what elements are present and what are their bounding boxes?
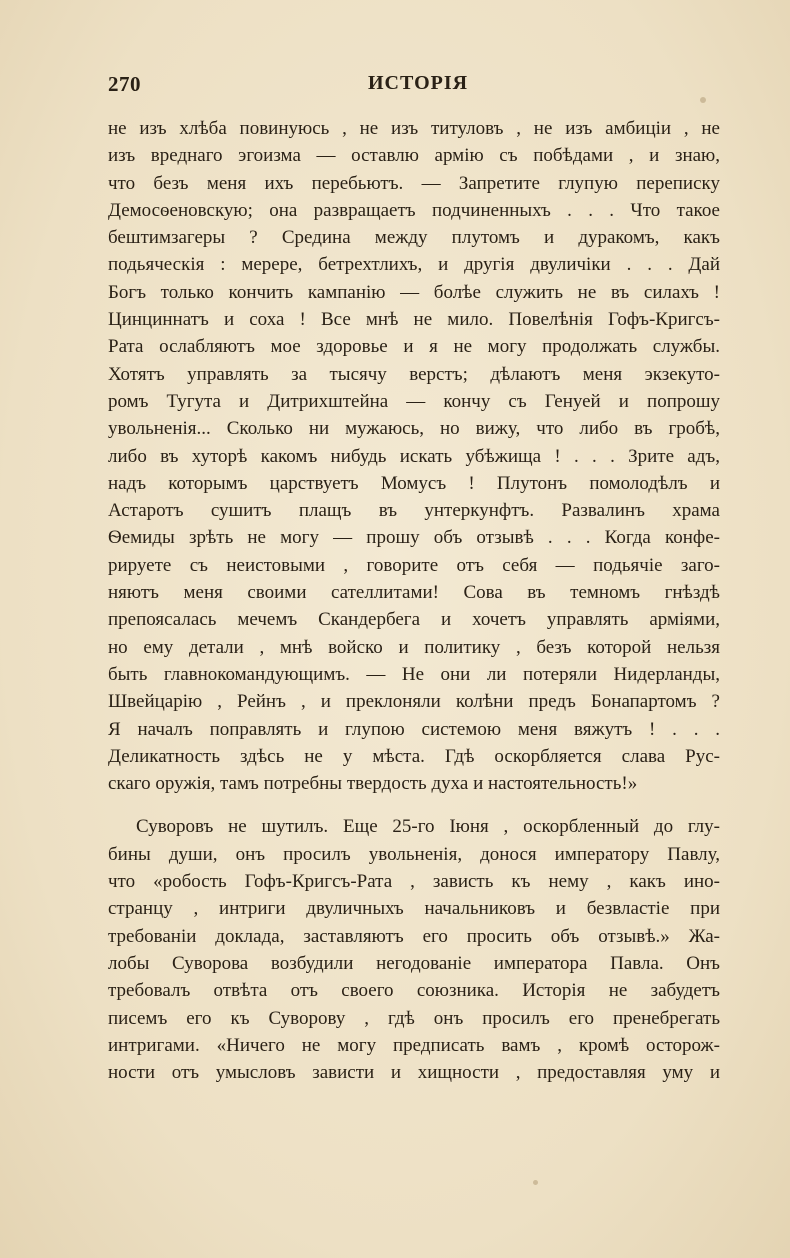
paper-speck bbox=[700, 97, 706, 103]
body-text bbox=[108, 115, 720, 1086]
text-line: что безъ меня ихъ перебьютъ. — Запретите глупую переписку bbox=[108, 172, 720, 194]
text-line: ности отъ умысловъ зависти и хищности , предоставляя уму и bbox=[108, 1062, 720, 1084]
text-line: подьяческія : мерере, бетрехтлихъ, и другія двуличіки . . . Дай bbox=[108, 254, 720, 276]
text-line: Швейцарію , Рейнъ , и преклоняли колѣни предъ Бонапартомъ ? bbox=[108, 691, 720, 713]
page-header bbox=[108, 72, 720, 102]
text-line: не изъ хлѣба повинуюсь , не изъ титуловъ , не изъ амбиціи , не bbox=[108, 118, 720, 139]
text-line: бины души, онъ просилъ увольненія, донося императору Павлу, bbox=[108, 843, 720, 865]
text-line: Богъ только кончить кампанію — болѣе служить не въ силахъ ! bbox=[108, 281, 720, 303]
text-line: странцу , интриги двуличныхъ начальниковъ и безвластіе при bbox=[108, 898, 720, 920]
text-line: но ему детали , мнѣ войско и политику , безъ которой нельзя bbox=[108, 636, 720, 658]
text-line: Демосѳеновскую; она развращаетъ подчиненныхъ . . . Что такое bbox=[108, 199, 720, 221]
text-line: интригами. «Ничего не могу предписать вамъ , кромѣ осторож- bbox=[108, 1034, 720, 1056]
text-line: Ѳемиды зрѣть не могу — прошу объ отзывѣ . . . Когда конфе- bbox=[108, 527, 720, 549]
text-line: что «робость Гофъ-Кригсъ-Рата , зависть къ нему , какъ ино- bbox=[108, 871, 720, 893]
text-line: Хотятъ управлять за тысячу верстъ; дѣлаютъ меня экзекуто- bbox=[108, 363, 720, 385]
text-line: препоясалась мечемъ Скандербега и хочетъ управлять арміями, bbox=[108, 609, 720, 631]
text-line: Я началъ поправлять и глупою системою меня вяжутъ ! . . . bbox=[108, 718, 720, 740]
text-line: няютъ меня своими сателлитами! Сова въ темномъ гнѣздѣ bbox=[108, 582, 720, 604]
paragraph-quote bbox=[108, 115, 720, 797]
text-line: писемъ его къ Суворову , гдѣ онъ просилъ его пренебрегать bbox=[108, 1007, 720, 1029]
text-line: изъ вреднаго эгоизма — оставлю армію съ побѣдами , и знаю, bbox=[108, 145, 720, 167]
paper-speck bbox=[533, 1180, 538, 1185]
text-line: Рата ослабляютъ мое здоровье и я не могу продолжать службы. bbox=[108, 336, 720, 358]
text-line: увольненія... Сколько ни мужаюсь, но вижу, что либо въ гробѣ, bbox=[108, 418, 720, 440]
text-line: скаго оружія, тамъ потребны твердость духа и настоятельность!» bbox=[108, 773, 638, 795]
text-line: требовалъ отвѣта отъ своего союзника. Исторія не забудетъ bbox=[108, 980, 720, 1002]
text-line: рируете съ неистовыми , говорите отъ себя — подьячіе заго- bbox=[108, 554, 720, 576]
text-line: Астаротъ сушитъ плащъ въ унтеркунфтъ. Развалинъ храма bbox=[108, 500, 720, 522]
text-line: быть главнокомандующимъ. — Не они ли потеряли Нидерланды, bbox=[108, 663, 720, 685]
paragraph-narrative bbox=[108, 813, 720, 1086]
text-line: либо въ хуторѣ какомъ нибудь искать убѣжища ! . . . Зрите адъ, bbox=[108, 445, 720, 467]
text-line: требованіи доклада, заставляютъ его просить объ отзывѣ.» Жа- bbox=[108, 925, 720, 947]
text-line: лобы Суворова возбудили негодованіе императора Павла. Онъ bbox=[108, 952, 720, 974]
text-line: надъ которымъ царствуетъ Момусъ ! Плутонъ помолодѣлъ и bbox=[108, 472, 720, 494]
text-line: ромъ Тугута и Дитрихштейна — кончу съ Генуей и попрошу bbox=[108, 390, 720, 412]
text-line: Цинциннатъ и соха ! Все мнѣ не мило. Повелѣнія Гофъ-Кригсъ- bbox=[108, 309, 720, 331]
text-line: Суворовъ не шутилъ. Еще 25-го Іюня , оскорбленный до глу- bbox=[136, 816, 720, 838]
page-number: 270 bbox=[108, 72, 141, 96]
text-line: бештимзагеры ? Средина между плутомъ и дуракомъ, какъ bbox=[108, 227, 720, 249]
text-line: Деликатность здѣсь не у мѣста. Гдѣ оскорбляется слава Рус- bbox=[108, 745, 720, 767]
running-title: ИСТОРІЯ bbox=[368, 72, 469, 94]
paragraph-gap bbox=[108, 797, 720, 813]
